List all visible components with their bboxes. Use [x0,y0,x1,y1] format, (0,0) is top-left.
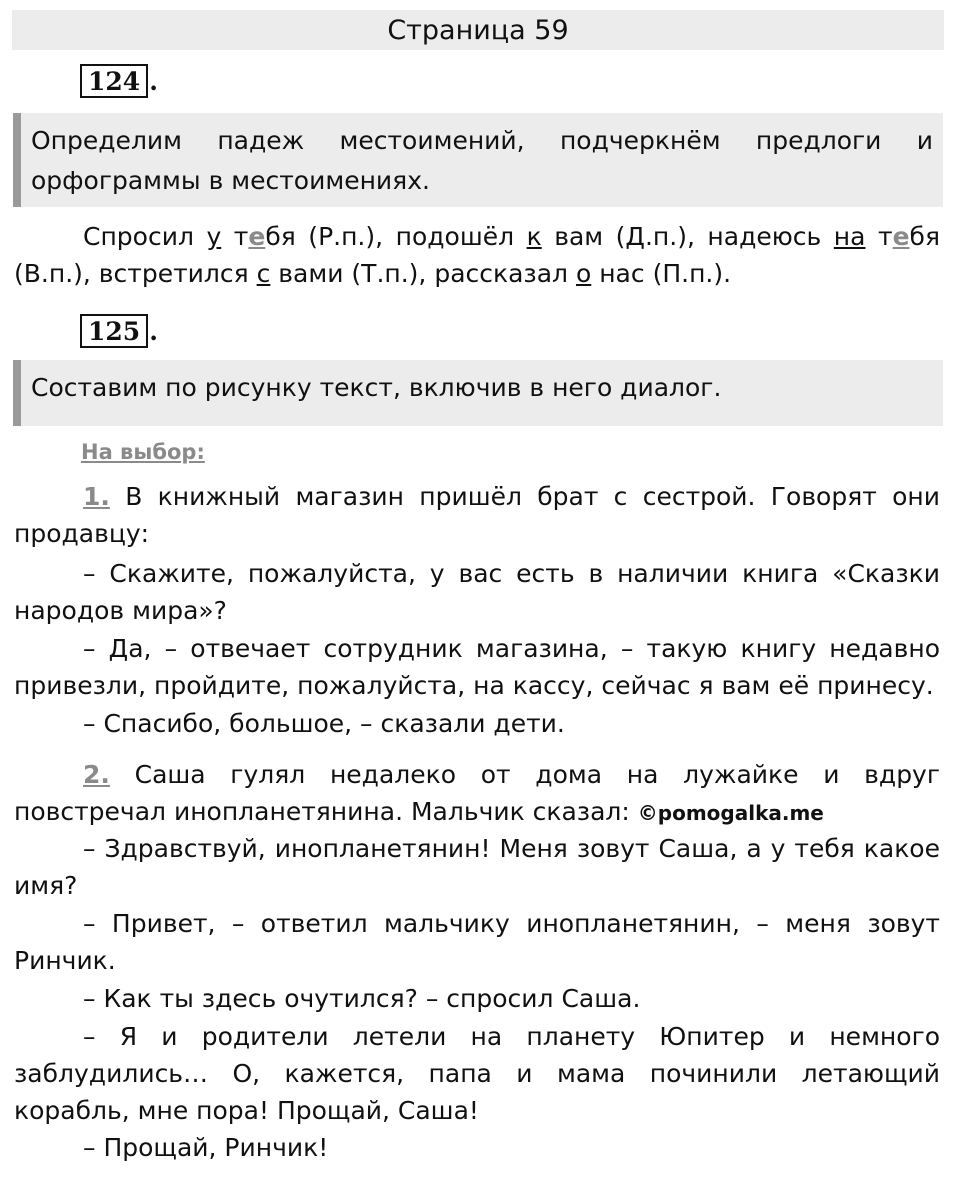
page-title: Страница 59 [12,10,944,50]
variant-2-line-6: – Прощай, Ринчик! [83,1133,329,1162]
exercise-125-task: Составим по рисунку текст, включив в него диалог. [13,360,943,426]
variant-2-line-2: – Здравствуй, инопланетянин! Меня зовут Саша, а у тебя какое имя? [14,834,940,900]
exercise-124-number: 124 . [80,64,158,98]
variant-2-line-3: – Привет, – ответил мальчику инопланетянин, – меня зовут Ринчик. [14,909,940,975]
choice-label: На выбор: [81,440,205,464]
variant-1-paragraph: 1. В книжный магазин пришёл брат с сестрой. Говорят они продавцу: [14,482,940,548]
variant-1-line-4: – Спасибо, большое, – сказали дети. [83,709,565,738]
variant-2-line-4: – Как ты здесь очутился? – спросил Саша. [83,984,641,1013]
exercise-124-task: Определим падеж местоимений, подчеркнём предлоги и орфограммы в местоимениях. [13,113,943,207]
variant-1-line-2: – Скажите, пожалуйста, у вас есть в наличии книга «Сказки народов мира»? [14,559,940,625]
variant-1-line-3: – Да, – отвечает сотрудник магазина, – такую книгу недавно привезли, пройдите, пожалуйста, на кассу, сейчас я вам её принесу. [14,634,940,700]
variant-2-line-5: – Я и родители летели на планету Юпитер и немного заблудились… О, кажется, папа и мама починили летающий корабль, мне пора! Прощай, Саша! [14,1022,940,1125]
exercise-125-number: 125 . [80,314,158,348]
exercise-124-answer: Спросил у тебя (Р.п.), подошёл к вам (Д.п.), надеюсь на тебя (В.п.), встретился с вами (Т.п.), рассказал о нас (П.п.). [14,222,940,288]
variant-2-paragraph: 2. Саша гулял недалеко от дома на лужайке и вдруг повстречал инопланетянина. Мальчик сказал: ©pomogalka.me [14,760,940,826]
watermark: ©pomogalka.me [637,801,824,825]
